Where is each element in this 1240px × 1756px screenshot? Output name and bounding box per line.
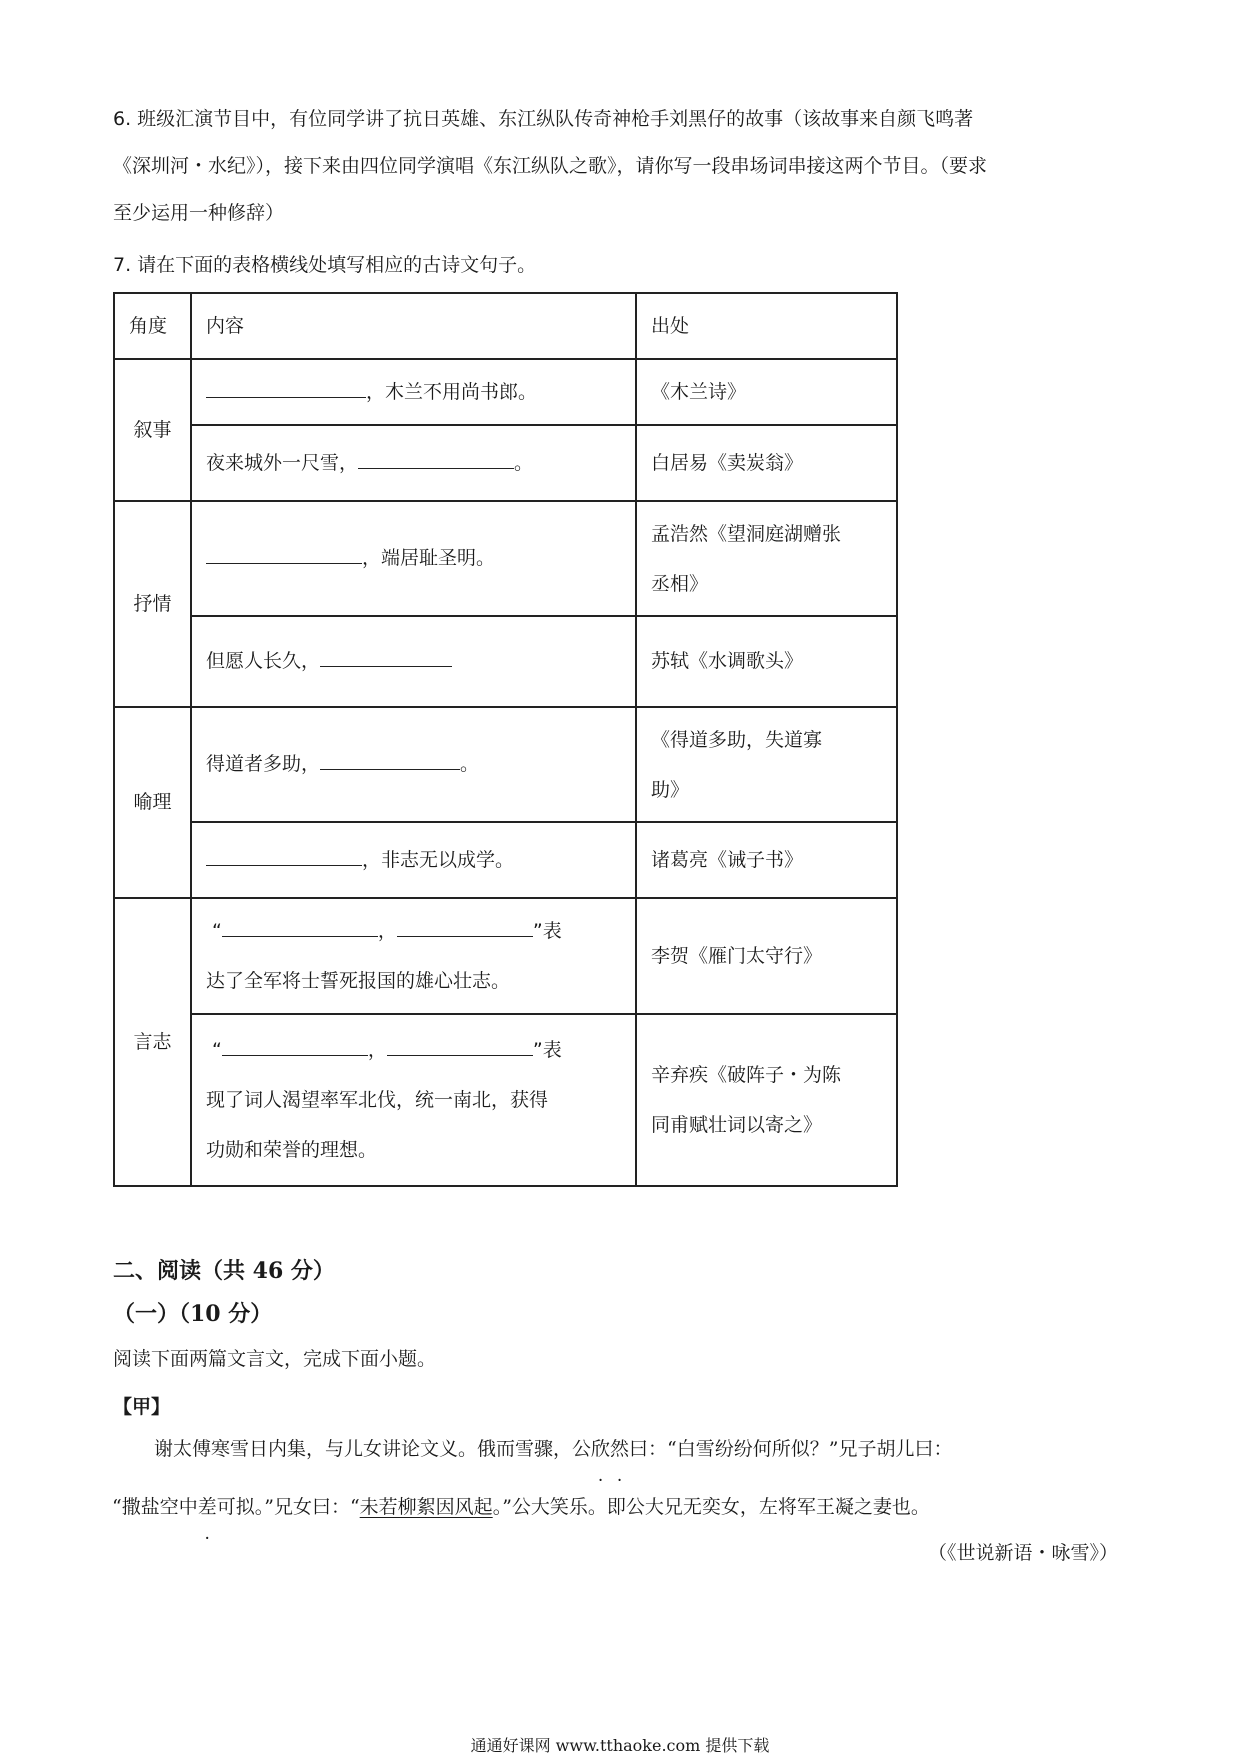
content-cell: 但愿人长久， (191, 616, 636, 707)
passage-label: 【甲】 (113, 1396, 171, 1418)
answer-blank[interactable] (206, 843, 362, 866)
content-cell: 得道者多助， 。 (191, 707, 636, 822)
question-6-line: 6. 班级汇演节目中，有位同学讲了抗日英雄、东江纵队传奇神枪手刘黑仔的故事（该故事来自颜飞鸣著 (113, 108, 974, 130)
table-row (114, 359, 897, 425)
category-lyric: 抒情 (114, 501, 191, 707)
table-row (114, 707, 897, 822)
answer-blank[interactable] (320, 747, 460, 770)
dotted-char: 然 (610, 1438, 630, 1460)
table-header-row (114, 293, 897, 359)
source-cell: 辛弃疾《破阵子・为陈 同甫赋壮词以寄之》 (636, 1014, 897, 1186)
dotted-char: 差 (197, 1496, 217, 1518)
answer-blank[interactable] (206, 375, 366, 398)
table-row (114, 822, 897, 898)
source-cell: 白居易《卖炭翁》 (636, 425, 897, 501)
content-cell: ，木兰不用尚书郎。 (191, 359, 636, 425)
answer-blank[interactable] (222, 914, 378, 937)
source-cell: 《木兰诗》 (636, 359, 897, 425)
question-6-line: 《深圳河・水纪》），接下来由四位同学演唱《东江纵队之歌》，请你写一段串场词串接这两个节目。（要求 (113, 155, 988, 177)
question-6 (113, 96, 1123, 237)
header-source: 出处 (636, 293, 897, 359)
classical-passage (112, 1420, 1140, 1536)
content-cell: “ ， ”表 达了全军将士誓死报国的雄心壮志。 (191, 898, 636, 1014)
table-row (114, 425, 897, 501)
source-cell: 苏轼《水调歌头》 (636, 616, 897, 707)
source-cell: 诸葛亮《诫子书》 (636, 822, 897, 898)
underlined-phrase: 未若柳絮因风起 (359, 1496, 493, 1518)
question-7: 7. 请在下面的表格横线处填写相应的古诗文句子。 (113, 254, 537, 276)
category-narrative: 叙事 (114, 359, 191, 501)
answer-blank[interactable] (397, 914, 533, 937)
category-reasoning: 喻理 (114, 707, 191, 898)
content-cell: “ ， ”表 现了词人渴望率军北伐，统一南北，获得 功勋和荣誉的理想。 (191, 1014, 636, 1186)
reading-instruction: 阅读下面两篇文言文，完成下面小题。 (113, 1348, 437, 1370)
section-title: 二、阅读（共 46 分） (113, 1258, 335, 1284)
source-cell: 《得道多助，失道寡 助》 (636, 707, 897, 822)
passage-line: 谢太傅寒雪日内集，与儿女讲论文义。俄而雪骤，公欣然曰：“白雪纷纷何所似？”兄子胡儿曰： (154, 1438, 953, 1460)
category-aspiration: 言志 (114, 898, 191, 1186)
question-6-line: 至少运用一种修辞） (113, 202, 285, 224)
passage-line: “撒盐空中差可拟。”兄女曰：“未若柳絮因风起。”公大笑乐。即公大兄无奕女，左将军王凝之妻也。 (112, 1496, 930, 1518)
source-cell: 李贺《雁门太守行》 (636, 898, 897, 1014)
subsection-title: （一）（10 分） (113, 1301, 273, 1327)
table-row (114, 1014, 897, 1186)
source-cell: 孟浩然《望洞庭湖赠张 丞相》 (636, 501, 897, 616)
table-row (114, 501, 897, 616)
table-row (114, 898, 897, 1014)
answer-blank[interactable] (387, 1033, 533, 1056)
answer-blank[interactable] (222, 1033, 368, 1056)
passage-source: （《世说新语・咏雪》） (927, 1542, 1118, 1564)
answer-blank[interactable] (320, 644, 452, 667)
dotted-char: 欣 (591, 1438, 611, 1460)
answer-blank[interactable] (358, 446, 514, 469)
poetry-table (113, 292, 898, 1187)
header-content: 内容 (191, 293, 636, 359)
content-cell: 夜来城外一尺雪， 。 (191, 425, 636, 501)
table-row (114, 616, 897, 707)
answer-blank[interactable] (206, 541, 362, 564)
header-angle: 角度 (114, 293, 191, 359)
content-cell: ，端居耻圣明。 (191, 501, 636, 616)
content-cell: ，非志无以成学。 (191, 822, 636, 898)
page-footer: 通通好课网 www.tthaoke.com 提供下载 (470, 1736, 770, 1755)
